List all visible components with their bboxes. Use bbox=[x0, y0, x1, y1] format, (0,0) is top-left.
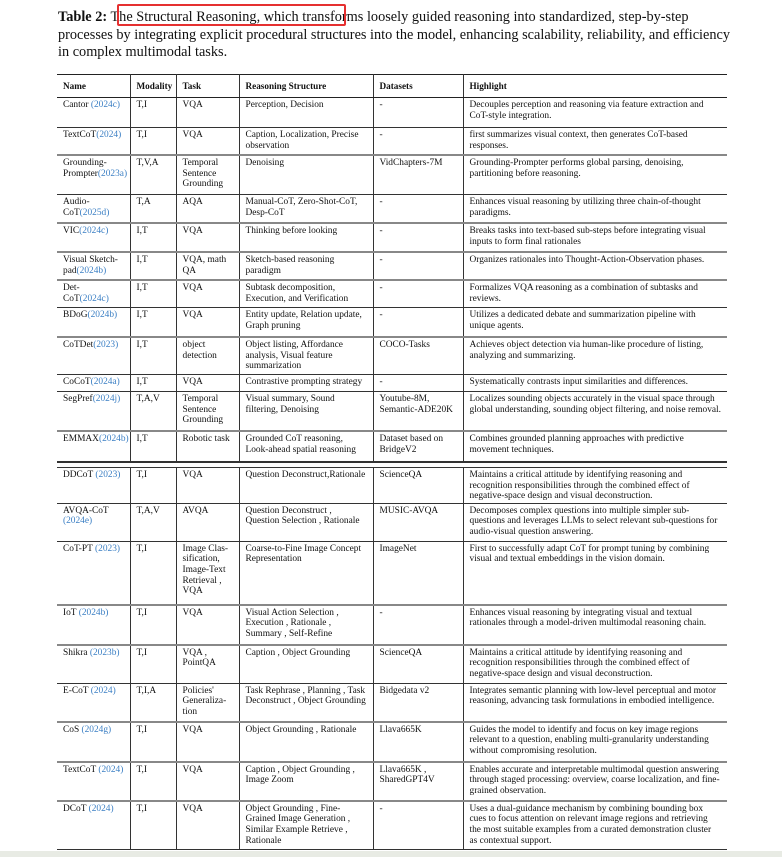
method-name: VIC bbox=[63, 226, 80, 236]
cell-highlight: Combines grounded planning approaches with predictive movement techniques. bbox=[463, 431, 727, 462]
table-row bbox=[57, 503, 727, 541]
cell-highlight: Enhances visual reasoning by integrating visual and textual rationales through a model-driven multimodal reasoning chain. bbox=[463, 605, 727, 645]
cell-highlight: Organizes rationales into Thought-Action-Observation phases. bbox=[463, 252, 727, 280]
header-reasoning-structure: Reasoning Structure bbox=[239, 75, 373, 98]
citation-link[interactable]: (2024) bbox=[88, 803, 114, 814]
cell-datasets: MUSIC-AVQA bbox=[373, 503, 463, 541]
cell-highlight: Guides the model to identify and focus on key image regions relevant to a question, enabling multi-granularity understanding without compromising resolution. bbox=[463, 722, 727, 762]
cell-name bbox=[57, 392, 130, 432]
citation-link[interactable]: (2024) bbox=[96, 130, 122, 140]
cell-highlight: Utilizes a dedicated debate and summarization pipeline with unique agents. bbox=[463, 308, 727, 338]
cell-task: VQA bbox=[176, 98, 239, 128]
citation-link[interactable]: (2024) bbox=[98, 764, 124, 775]
cell-task: VQA bbox=[176, 468, 239, 504]
cell-datasets: Llava665K , SharedGPT4V bbox=[373, 762, 463, 801]
cell-reasoning-structure: Caption , Object Grounding bbox=[239, 645, 373, 684]
cell-modality: I,T bbox=[130, 308, 176, 338]
cell-datasets: - bbox=[373, 195, 463, 224]
cell-highlight: Maintains a critical attitude by identifying reasoning and recognition responsibilities through the combined effect of negative-space design and visual deconstruction. bbox=[463, 645, 727, 684]
cell-datasets: - bbox=[373, 128, 463, 156]
cell-name bbox=[57, 195, 130, 224]
cell-name bbox=[57, 468, 130, 504]
method-name: SegPref bbox=[63, 394, 93, 404]
citation-link[interactable]: (2023b) bbox=[89, 647, 120, 658]
cell-name bbox=[57, 762, 130, 801]
cell-datasets: Llava665K bbox=[373, 722, 463, 762]
cell-task: Temporal Sentence Grounding bbox=[176, 155, 239, 195]
cell-task: VQA bbox=[176, 128, 239, 156]
table-row bbox=[57, 337, 727, 375]
cell-name bbox=[57, 98, 130, 128]
table-row bbox=[57, 541, 727, 605]
method-name: CoS bbox=[63, 724, 82, 735]
cell-name bbox=[57, 683, 130, 722]
cell-datasets: - bbox=[373, 801, 463, 850]
cell-modality: T,I bbox=[130, 128, 176, 156]
cell-datasets: COCO-Tasks bbox=[373, 337, 463, 375]
cell-task: Temporal Sentence Grounding bbox=[176, 392, 239, 432]
cell-modality: T,I,A bbox=[130, 683, 176, 722]
viewer-bottom-strip bbox=[0, 851, 782, 857]
cell-reasoning-structure: Subtask decomposition, Execution, and Verification bbox=[239, 280, 373, 308]
method-name: IoT bbox=[63, 607, 79, 618]
cell-datasets: - bbox=[373, 252, 463, 280]
cell-reasoning-structure: Sketch-based reasoning paradigm bbox=[239, 252, 373, 280]
citation-link[interactable]: (2024b) bbox=[76, 265, 107, 276]
cell-modality: I,T bbox=[130, 223, 176, 252]
cell-name bbox=[57, 431, 130, 462]
method-name: DCoT bbox=[63, 803, 89, 814]
citation-link[interactable]: (2023) bbox=[95, 543, 121, 554]
citation-link[interactable]: (2025d) bbox=[79, 207, 110, 218]
cell-datasets: Bidgedata v2 bbox=[373, 683, 463, 722]
cell-reasoning-structure: Visual Action Selection , Execution , Rationale , Summary , Self-Refine bbox=[239, 605, 373, 645]
cell-task: AVQA bbox=[176, 503, 239, 541]
cell-name bbox=[57, 280, 130, 308]
method-name: Audio-CoT bbox=[63, 197, 90, 218]
cell-datasets: - bbox=[373, 223, 463, 252]
cell-name bbox=[57, 645, 130, 684]
cell-modality: T,I bbox=[130, 605, 176, 645]
cell-modality: I,T bbox=[130, 280, 176, 308]
cell-name bbox=[57, 375, 130, 392]
method-name: Shikra bbox=[63, 647, 90, 658]
cell-task: AQA bbox=[176, 195, 239, 224]
header-highlight: Highlight bbox=[463, 75, 727, 98]
method-name: AVQA-CoT bbox=[63, 505, 109, 516]
method-name: Det-CoT bbox=[63, 283, 80, 304]
table-row bbox=[57, 223, 727, 252]
citation-link[interactable]: (2024e) bbox=[63, 516, 93, 527]
cell-highlight: Enables accurate and interpretable multimodal question answering through staged processing: overview, coarse localization, and fine-grained observation. bbox=[463, 762, 727, 801]
cell-modality: T,I bbox=[130, 801, 176, 850]
cell-reasoning-structure: Contrastive prompting strategy bbox=[239, 375, 373, 392]
cell-task: VQA, math QA bbox=[176, 252, 239, 280]
cell-datasets: - bbox=[373, 98, 463, 128]
citation-link[interactable]: (2024) bbox=[90, 685, 116, 696]
cell-name bbox=[57, 605, 130, 645]
method-name: TextCoT bbox=[63, 764, 99, 775]
cell-highlight: First to successfully adapt CoT for prompt tuning by combining visual and textual embeddings in the vision domain. bbox=[463, 541, 727, 605]
method-name: Grounding-Prompter bbox=[63, 158, 107, 179]
method-name: DDCoT bbox=[63, 470, 96, 480]
cell-datasets: Youtube-8M, Semantic-ADE20K bbox=[373, 392, 463, 432]
cell-highlight: Localizes sounding objects accurately in the visual space through global understanding, sounding object filtering, and noise removal. bbox=[463, 392, 727, 432]
cell-highlight: Uses a dual-guidance mechanism by combining bounding box cues to focus attention on relevant image regions and retrieving the most suitable examples from a curated demonstration cluster as contextual support. bbox=[463, 801, 727, 850]
method-name: Visual Sketch-pad bbox=[63, 255, 118, 276]
cell-modality: T,I bbox=[130, 645, 176, 684]
table-row bbox=[57, 683, 727, 722]
citation-link[interactable]: (2024a) bbox=[90, 377, 120, 387]
header-row bbox=[57, 75, 727, 98]
cell-modality: T,I bbox=[130, 541, 176, 605]
cell-task: Robotic task bbox=[176, 431, 239, 462]
citation-link[interactable]: (2024b) bbox=[98, 434, 129, 444]
table-row bbox=[57, 392, 727, 432]
cell-reasoning-structure: Question Deconstruct,Rationale bbox=[239, 468, 373, 504]
cell-datasets: VidChapters-7M bbox=[373, 155, 463, 195]
cell-highlight: Decouples perception and reasoning via feature extraction and CoT-style integration. bbox=[463, 98, 727, 128]
cell-highlight: Decomposes complex questions into multiple simpler sub-questions and leverages LLMs to select relevant sub-questions for audio-visual question answering. bbox=[463, 503, 727, 541]
header-name: Name bbox=[57, 75, 130, 98]
cell-name bbox=[57, 223, 130, 252]
cell-task: object detection bbox=[176, 337, 239, 375]
cell-reasoning-structure: Caption, Localization, Precise observation bbox=[239, 128, 373, 156]
cell-modality: T,V,A bbox=[130, 155, 176, 195]
cell-modality: I,T bbox=[130, 252, 176, 280]
table-row bbox=[57, 195, 727, 224]
header-task: Task bbox=[176, 75, 239, 98]
cell-reasoning-structure: Visual summary, Sound filtering, Denoising bbox=[239, 392, 373, 432]
cell-name bbox=[57, 308, 130, 338]
citation-link[interactable]: (2024c) bbox=[79, 293, 109, 304]
caption-text: The Structural Reasoning, which transforms loosely guided reasoning into standardized, step-by-step processes by integrating explicit procedural structures into the model, enhancing scalability, reliability, and efficiency in complex multimodal tasks. bbox=[58, 9, 730, 60]
cell-task: VQA bbox=[176, 308, 239, 338]
cell-task: VQA bbox=[176, 762, 239, 801]
cell-datasets: ScienceQA bbox=[373, 468, 463, 504]
cell-task: VQA bbox=[176, 223, 239, 252]
cell-name bbox=[57, 503, 130, 541]
cell-highlight: Grounding-Prompter performs global parsing, denoising, partitioning before reasoning. bbox=[463, 155, 727, 195]
method-name: TextCoT bbox=[63, 130, 97, 140]
cell-highlight: Achieves object detection via human-like procedure of listing, analyzing and summarizing. bbox=[463, 337, 727, 375]
cell-reasoning-structure: Object listing, Affordance analysis, Visual feature summarization bbox=[239, 337, 373, 375]
cell-highlight: Enhances visual reasoning by utilizing three chain-of-thought paradigms. bbox=[463, 195, 727, 224]
cell-datasets: - bbox=[373, 605, 463, 645]
method-name: CoTDet bbox=[63, 340, 94, 350]
citation-link[interactable]: (2023) bbox=[95, 470, 121, 480]
method-name: CoCoT bbox=[63, 377, 91, 387]
table-row bbox=[57, 308, 727, 338]
cell-reasoning-structure: Task Rephrase , Planning , Task Deconstruct , Object Grounding bbox=[239, 683, 373, 722]
cell-name bbox=[57, 541, 130, 605]
citation-link[interactable]: (2024b) bbox=[78, 607, 109, 618]
cell-name bbox=[57, 128, 130, 156]
structural-reasoning-table bbox=[57, 74, 727, 850]
cell-reasoning-structure: Object Grounding , Rationale bbox=[239, 722, 373, 762]
citation-link[interactable]: (2023) bbox=[93, 340, 119, 350]
cell-modality: T,A bbox=[130, 195, 176, 224]
cell-modality: T,I bbox=[130, 722, 176, 762]
citation-link[interactable]: (2024c) bbox=[90, 100, 121, 110]
table-row bbox=[57, 722, 727, 762]
table-row bbox=[57, 280, 727, 308]
table-row bbox=[57, 801, 727, 850]
highlight-box bbox=[117, 4, 346, 26]
cell-modality: I,T bbox=[130, 375, 176, 392]
cell-modality: I,T bbox=[130, 431, 176, 462]
cell-datasets: - bbox=[373, 375, 463, 392]
citation-link[interactable]: (2024g) bbox=[81, 724, 112, 735]
cell-name bbox=[57, 155, 130, 195]
cell-highlight: first summarizes visual context, then generates CoT-based responses. bbox=[463, 128, 727, 156]
cell-reasoning-structure: Question Deconstruct , Question Selection , Rationale bbox=[239, 503, 373, 541]
cell-datasets: ScienceQA bbox=[373, 645, 463, 684]
cell-reasoning-structure: Entity update, Relation update, Graph pruning bbox=[239, 308, 373, 338]
cell-datasets: - bbox=[373, 308, 463, 338]
method-name: Cantor bbox=[63, 100, 91, 110]
cell-name bbox=[57, 337, 130, 375]
method-name: EMMAX bbox=[63, 434, 99, 444]
cell-name bbox=[57, 722, 130, 762]
cell-task: VQA , PointQA bbox=[176, 645, 239, 684]
cell-reasoning-structure: Coarse-to-Fine Image Concept Representation bbox=[239, 541, 373, 605]
header-modality: Modality bbox=[130, 75, 176, 98]
cell-reasoning-structure: Thinking before looking bbox=[239, 223, 373, 252]
cell-task: Policies' Generaliza-tion bbox=[176, 683, 239, 722]
cell-datasets: - bbox=[373, 280, 463, 308]
cell-datasets: Dataset based on BridgeV2 bbox=[373, 431, 463, 462]
cell-reasoning-structure: Object Grounding , Fine-Grained Image Generation , Similar Example Retrieve , Rationale bbox=[239, 801, 373, 850]
cell-name bbox=[57, 801, 130, 850]
cell-reasoning-structure: Manual-CoT, Zero-Shot-CoT, Desp-CoT bbox=[239, 195, 373, 224]
cell-task: VQA bbox=[176, 375, 239, 392]
cell-modality: T,I bbox=[130, 98, 176, 128]
method-name: BDoG bbox=[63, 310, 88, 320]
citation-link[interactable]: (2024b) bbox=[87, 310, 118, 320]
table-row bbox=[57, 605, 727, 645]
table-row bbox=[57, 645, 727, 684]
citation-link[interactable]: (2024c) bbox=[79, 226, 109, 236]
table-row bbox=[57, 98, 727, 128]
cell-reasoning-structure: Grounded CoT reasoning, Look-ahead spatial reasoning bbox=[239, 431, 373, 462]
table-row bbox=[57, 252, 727, 280]
table-row bbox=[57, 762, 727, 801]
cell-highlight: Formalizes VQA reasoning as a combination of subtasks and reviews. bbox=[463, 280, 727, 308]
caption-label: Table 2: bbox=[58, 9, 108, 25]
cell-name bbox=[57, 252, 130, 280]
cell-modality: T,A,V bbox=[130, 392, 176, 432]
cell-highlight: Maintains a critical attitude by identifying reasoning and recognition responsibilities through the combined effect of negative-space design and visual deconstruction. bbox=[463, 468, 727, 504]
table-row bbox=[57, 155, 727, 195]
table-row bbox=[57, 128, 727, 156]
cell-modality: T,A,V bbox=[130, 503, 176, 541]
cell-reasoning-structure: Denoising bbox=[239, 155, 373, 195]
table-row bbox=[57, 468, 727, 504]
header-datasets: Datasets bbox=[373, 75, 463, 98]
citation-link[interactable]: (2023a) bbox=[97, 168, 128, 179]
cell-reasoning-structure: Perception, Decision bbox=[239, 98, 373, 128]
table-row bbox=[57, 431, 727, 462]
method-name: CoT-PT bbox=[63, 543, 96, 554]
cell-modality: I,T bbox=[130, 337, 176, 375]
cell-task: VQA bbox=[176, 801, 239, 850]
cell-modality: T,I bbox=[130, 762, 176, 801]
cell-task: VQA bbox=[176, 722, 239, 762]
cell-task: Image Clas-sification, Image-Text Retrieval , VQA bbox=[176, 541, 239, 605]
cell-datasets: ImageNet bbox=[373, 541, 463, 605]
cell-highlight: Integrates semantic planning with low-level perceptual and motor reasoning, advancing task formulations in embodied intelligence. bbox=[463, 683, 727, 722]
cell-task: VQA bbox=[176, 605, 239, 645]
citation-link[interactable]: (2024j) bbox=[92, 394, 121, 404]
cell-reasoning-structure: Caption , Object Grounding , Image Zoom bbox=[239, 762, 373, 801]
cell-modality: T,I bbox=[130, 468, 176, 504]
cell-highlight: Systematically contrasts input similarities and differences. bbox=[463, 375, 727, 392]
cell-task: VQA bbox=[176, 280, 239, 308]
cell-highlight: Breaks tasks into text-based sub-steps before integrating visual inputs to form final rationales bbox=[463, 223, 727, 252]
table-row bbox=[57, 375, 727, 392]
method-name: E-CoT bbox=[63, 685, 91, 696]
